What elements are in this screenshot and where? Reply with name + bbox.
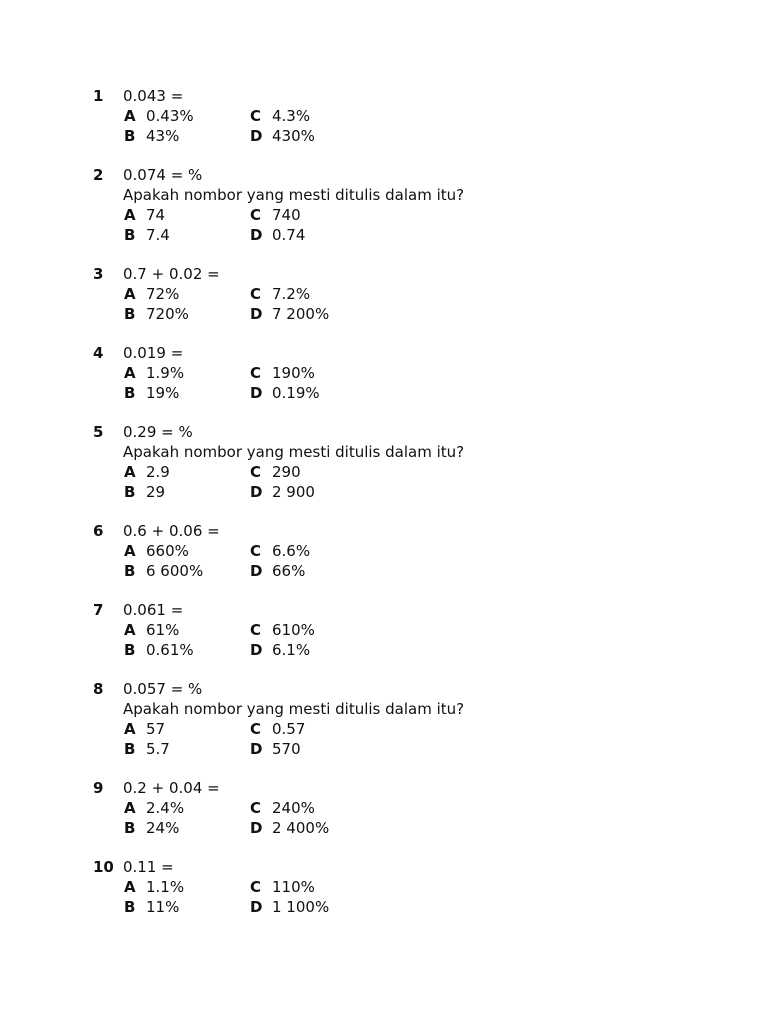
- option-text: 0.61%: [146, 641, 194, 659]
- option-text: 190%: [272, 364, 315, 382]
- option-letter: D: [250, 740, 263, 758]
- option-text: 660%: [146, 542, 189, 560]
- option-letter: A: [124, 285, 136, 303]
- question-9: [93, 778, 733, 838]
- question-stem: 0.6 + 0.06 =: [123, 522, 220, 540]
- option-text: 66%: [272, 562, 306, 580]
- option-letter: C: [250, 542, 262, 560]
- option-letter: D: [250, 127, 263, 145]
- question-body: [123, 264, 733, 324]
- option-c: [250, 620, 315, 640]
- question-number: 2: [93, 166, 104, 184]
- option-text: 2 900: [272, 483, 315, 501]
- option-letter: A: [124, 799, 136, 817]
- option-row: [123, 205, 733, 225]
- option-a: [124, 363, 184, 383]
- option-b: [124, 225, 170, 245]
- option-c: [250, 877, 315, 897]
- option-text: 43%: [146, 127, 180, 145]
- option-text: 740: [272, 206, 301, 224]
- question-body: [123, 343, 733, 403]
- option-letter: B: [124, 562, 136, 580]
- option-d: [250, 561, 305, 581]
- option-letter: B: [124, 641, 136, 659]
- option-b: [124, 561, 203, 581]
- question-3: [93, 264, 733, 324]
- option-letter: D: [250, 898, 263, 916]
- option-letter: C: [250, 285, 262, 303]
- option-text: 74: [146, 206, 166, 224]
- option-letter: D: [250, 305, 263, 323]
- option-text: 610%: [272, 621, 315, 639]
- option-row: [123, 897, 733, 917]
- option-text: 1 100%: [272, 898, 330, 916]
- option-text: 290: [272, 463, 301, 481]
- question-10: [93, 857, 733, 917]
- option-c: [250, 363, 315, 383]
- option-row: [123, 640, 733, 660]
- option-letter: C: [250, 720, 262, 738]
- option-d: [250, 739, 301, 759]
- option-letter: B: [124, 305, 136, 323]
- option-letter: D: [250, 384, 263, 402]
- option-c: [250, 106, 310, 126]
- option-letter: C: [250, 107, 262, 125]
- option-letter: A: [124, 621, 136, 639]
- option-text: 7 200%: [272, 305, 330, 323]
- option-a: [124, 541, 189, 561]
- question-body: [123, 778, 733, 838]
- option-b: [124, 739, 170, 759]
- option-text: 110%: [272, 878, 315, 896]
- option-a: [124, 877, 184, 897]
- option-letter: B: [124, 483, 136, 501]
- option-letter: A: [124, 720, 136, 738]
- option-text: 6.1%: [272, 641, 311, 659]
- option-text: 11%: [146, 898, 180, 916]
- option-letter: A: [124, 206, 136, 224]
- option-letter: A: [124, 542, 136, 560]
- option-row: [123, 363, 733, 383]
- option-text: 430%: [272, 127, 315, 145]
- option-d: [250, 304, 329, 324]
- option-b: [124, 383, 179, 403]
- option-letter: B: [124, 740, 136, 758]
- option-text: 72%: [146, 285, 180, 303]
- question-number: 8: [93, 680, 104, 698]
- option-letter: C: [250, 878, 262, 896]
- option-text: 24%: [146, 819, 180, 837]
- option-row: [123, 877, 733, 897]
- option-text: 4.3%: [272, 107, 311, 125]
- option-letter: D: [250, 562, 263, 580]
- question-number: 6: [93, 522, 104, 540]
- worksheet: [93, 86, 733, 936]
- option-text: 240%: [272, 799, 315, 817]
- question-stem: 0.2 + 0.04 =: [123, 779, 220, 797]
- option-a: [124, 284, 179, 304]
- question-number: 4: [93, 344, 104, 362]
- option-letter: D: [250, 819, 263, 837]
- question-body: [123, 857, 733, 917]
- option-text: 1.9%: [146, 364, 185, 382]
- option-letter: C: [250, 206, 262, 224]
- option-d: [250, 126, 315, 146]
- option-b: [124, 126, 179, 146]
- option-d: [250, 818, 329, 838]
- option-row: [123, 561, 733, 581]
- option-b: [124, 482, 165, 502]
- option-c: [250, 462, 301, 482]
- option-text: 0.43%: [146, 107, 194, 125]
- question-number: 10: [93, 858, 114, 876]
- option-text: 61%: [146, 621, 180, 639]
- option-row: [123, 383, 733, 403]
- option-text: 19%: [146, 384, 180, 402]
- option-letter: B: [124, 898, 136, 916]
- question-stem: 0.057 = %: [123, 680, 203, 698]
- option-a: [124, 719, 165, 739]
- question-stem: 0.019 =: [123, 344, 184, 362]
- option-text: 7.2%: [272, 285, 311, 303]
- question-stem: 0.074 = %: [123, 166, 203, 184]
- option-row: [123, 284, 733, 304]
- option-row: [123, 818, 733, 838]
- option-a: [124, 462, 170, 482]
- question-4: [93, 343, 733, 403]
- option-text: 0.74: [272, 226, 306, 244]
- question-stem: 0.29 = %: [123, 423, 193, 441]
- question-stem: 0.7 + 0.02 =: [123, 265, 220, 283]
- option-letter: C: [250, 621, 262, 639]
- question-number: 9: [93, 779, 104, 797]
- option-c: [250, 798, 315, 818]
- option-c: [250, 284, 310, 304]
- option-text: 29: [146, 483, 166, 501]
- question-6: [93, 521, 733, 581]
- question-prompt: Apakah nombor yang mesti ditulis dalam itu?: [123, 186, 465, 204]
- option-text: 0.57: [272, 720, 306, 738]
- option-letter: A: [124, 364, 136, 382]
- option-letter: D: [250, 641, 263, 659]
- option-text: 6.6%: [272, 542, 311, 560]
- option-letter: D: [250, 226, 263, 244]
- option-text: 1.1%: [146, 878, 185, 896]
- option-text: 2.9: [146, 463, 170, 481]
- option-letter: C: [250, 364, 262, 382]
- option-letter: A: [124, 107, 136, 125]
- option-row: [123, 304, 733, 324]
- option-text: 2 400%: [272, 819, 330, 837]
- option-d: [250, 640, 310, 660]
- question-stem: 0.061 =: [123, 601, 184, 619]
- option-c: [250, 205, 301, 225]
- question-prompt: Apakah nombor yang mesti ditulis dalam itu?: [123, 443, 465, 461]
- option-c: [250, 719, 305, 739]
- question-number: 5: [93, 423, 104, 441]
- option-row: [123, 225, 733, 245]
- option-a: [124, 106, 194, 126]
- question-body: [123, 422, 733, 502]
- question-stem: 0.043 =: [123, 87, 184, 105]
- option-row: [123, 126, 733, 146]
- option-b: [124, 304, 189, 324]
- option-letter: A: [124, 463, 136, 481]
- option-text: 7.4: [146, 226, 170, 244]
- option-row: [123, 798, 733, 818]
- question-number: 3: [93, 265, 104, 283]
- option-row: [123, 739, 733, 759]
- option-letter: B: [124, 384, 136, 402]
- option-a: [124, 798, 184, 818]
- option-letter: C: [250, 463, 262, 481]
- question-body: [123, 600, 733, 660]
- option-row: [123, 106, 733, 126]
- option-letter: B: [124, 819, 136, 837]
- option-letter: A: [124, 878, 136, 896]
- question-number: 1: [93, 87, 104, 105]
- option-d: [250, 383, 320, 403]
- option-text: 57: [146, 720, 166, 738]
- option-text: 570: [272, 740, 301, 758]
- question-body: [123, 165, 733, 245]
- question-5: [93, 422, 733, 502]
- option-text: 720%: [146, 305, 189, 323]
- option-letter: B: [124, 226, 136, 244]
- option-letter: D: [250, 483, 263, 501]
- option-row: [123, 541, 733, 561]
- question-number: 7: [93, 601, 104, 619]
- question-1: [93, 86, 733, 146]
- option-row: [123, 462, 733, 482]
- question-8: [93, 679, 733, 759]
- option-d: [250, 225, 305, 245]
- option-a: [124, 205, 165, 225]
- question-body: [123, 521, 733, 581]
- option-row: [123, 719, 733, 739]
- question-2: [93, 165, 733, 245]
- option-text: 2.4%: [146, 799, 185, 817]
- option-b: [124, 818, 179, 838]
- option-d: [250, 897, 329, 917]
- option-c: [250, 541, 310, 561]
- question-7: [93, 600, 733, 660]
- option-text: 6 600%: [146, 562, 204, 580]
- option-b: [124, 640, 194, 660]
- option-text: 0.19%: [272, 384, 320, 402]
- option-d: [250, 482, 315, 502]
- option-b: [124, 897, 179, 917]
- option-letter: C: [250, 799, 262, 817]
- question-body: [123, 86, 733, 146]
- option-a: [124, 620, 179, 640]
- question-prompt: Apakah nombor yang mesti ditulis dalam itu?: [123, 700, 465, 718]
- option-letter: B: [124, 127, 136, 145]
- question-body: [123, 679, 733, 759]
- option-text: 5.7: [146, 740, 170, 758]
- option-row: [123, 620, 733, 640]
- option-row: [123, 482, 733, 502]
- question-stem: 0.11 =: [123, 858, 174, 876]
